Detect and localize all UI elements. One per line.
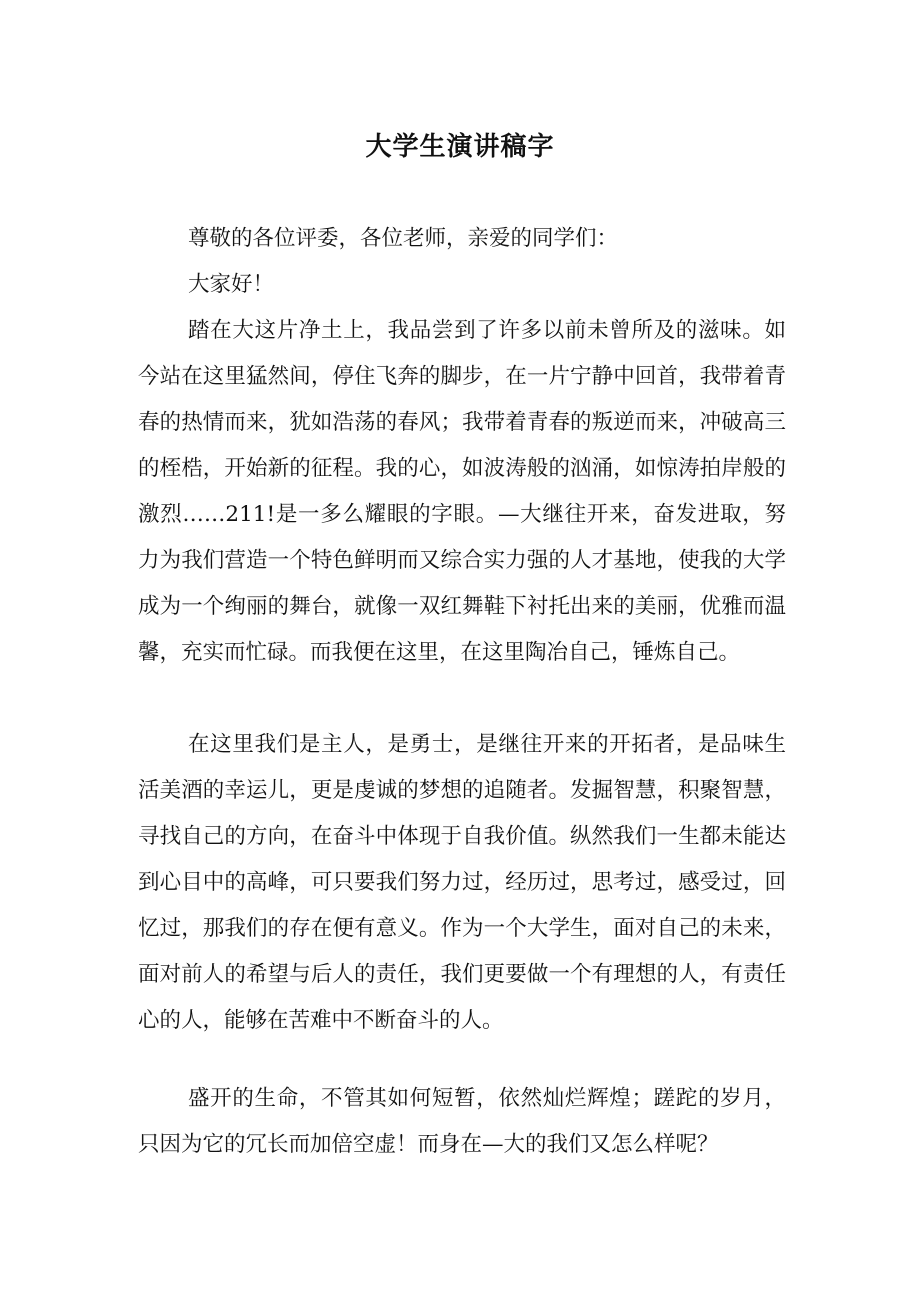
document-title: 大学生演讲稿字 [365,132,555,162]
body-paragraph-2: 在这里我们是主人，是勇士，是继往开来的开拓者，是品味生活美酒的幸运儿，更是虔诚的梦想的追随者。发掘智慧，积聚智慧，寻找自己的方向，在奋斗中体现于自我价值。纵然我们一生都未能达到心目中的高峰，可只要我们努力过，经历过，思考过，感受过，回忆过，那我们的存在便有意义。作为一个大学生，面对自己的未来，面对前人的希望与后人的责任，我们更要做一个有理想的人，有责任心的人，能够在苦难中不断奋斗的人。 [138,732,786,1033]
body-paragraph-3: 盛开的生命，不管其如何短暂，依然灿烂辉煌；蹉跎的岁月，只因为它的冗长而加倍空虚！而身在—大的我们又怎么样呢？ [138,1086,786,1157]
body-paragraph-1: 踏在大这片净土上，我品尝到了许多以前未曾所及的滋味。如今站在这里猛然间，停住飞奔的脚步，在一片宁静中回首，我带着青春的热情而来，犹如浩荡的春风；我带着青春的叛逆而来，冲破高三的桎梏，开始新的征程。我的心，如波涛般的汹涌，如惊涛拍岸般的激烈……211!是一多么耀眼的字眼。—大继往开来，奋发进取，努力为我们营造一个特色鲜明而又综合实力强的人才基地，使我的大学成为一个绚丽的舞台，就像一双红舞鞋下衬托出来的美丽，优雅而温馨，充实而忙碌。而我便在这里，在这里陶冶自己，锤炼自己。 [138,318,786,665]
greeting-line: 大家好！ [188,272,275,297]
salutation-line: 尊敬的各位评委，各位老师，亲爱的同学们： [188,226,619,251]
